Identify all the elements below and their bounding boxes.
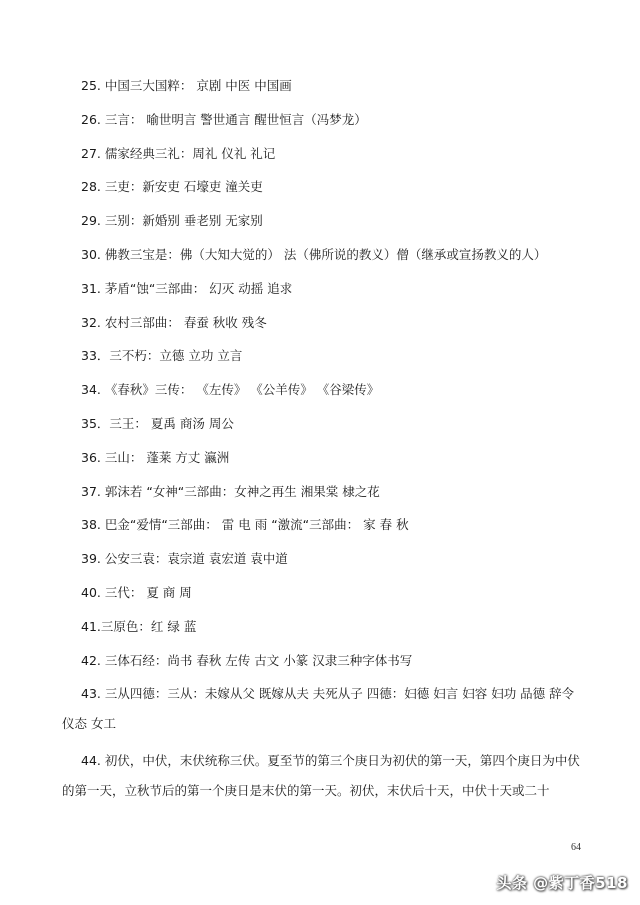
paragraph-44 — [62, 746, 582, 806]
list-item: 35．三王： 夏禹 商汤 周公 — [81, 415, 234, 431]
watermark-logo: 头条 @紫丁香518 — [496, 874, 628, 892]
paragraph-text: 43. 三从四德：三从：未嫁从父 既嫁从夫 夫死从子 四德：妇德 妇言 妇容 妇功 品德 辞令 仪态 女工 — [62, 686, 575, 731]
numbered-list — [81, 78, 591, 686]
list-item: 28. 三吏：新安吏 石壕吏 潼关吏 — [81, 179, 263, 195]
list-item: 34. 《春秋》三传： 《左传》 《公羊传》 《谷梁传》 — [81, 382, 380, 398]
list-item: 26. 三言： 喻世明言 警世通言 醒世恒言（冯梦龙） — [81, 111, 367, 127]
list-item: 31. 茅盾“蚀“三部曲： 幻灭 动摇 追求 — [81, 280, 293, 296]
list-item: 37. 郭沫若 “女神“三部曲：女神之再生 湘果棠 棣之花 — [81, 483, 380, 499]
list-item: 38. 巴金“爱情“三部曲： 雷 电 雨 “激流“三部曲： 家 春 秋 — [81, 517, 409, 533]
paragraph-43 — [62, 679, 582, 739]
list-item: 25. 中国三大国粹： 京剧 中医 中国画 — [81, 78, 292, 93]
list-item: 42. 三体石经：尚书 春秋 左传 古文 小篆 汉隶三种字体书写 — [81, 652, 413, 668]
list-item: 27. 儒家经典三礼：周礼 仪礼 礼记 — [81, 145, 276, 161]
list-item: 41.三原色：红 绿 蓝 — [81, 618, 197, 634]
list-item: 39. 公安三袁：袁宗道 袁宏道 袁中道 — [81, 551, 288, 567]
list-item: 29. 三别：新婚别 垂老别 无家别 — [81, 213, 263, 229]
list-item: 36. 三山： 蓬莱 方丈 瀛洲 — [81, 449, 230, 465]
list-item: 40. 三代： 夏 商 周 — [81, 584, 192, 600]
list-item: 32. 农村三部曲： 春蚕 秋收 残冬 — [81, 314, 267, 330]
list-item: 30. 佛教三宝是：佛（大知大觉的） 法（佛所说的教义）僧（继承或宣扬教义的人） — [81, 246, 547, 262]
page-number: 64 — [571, 842, 581, 853]
paragraph-text: 44. 初伏，中伏，末伏统称三伏。夏至节的第三个庚日为初伏的第一天，第四个庚日为中伏的第一天，立秋节后的第一个庚日是末伏的第一天。初伏，末伏后十天，中伏十天或二十 — [62, 753, 580, 798]
list-item: 33．三不朽：立德 立功 立言 — [81, 348, 243, 364]
